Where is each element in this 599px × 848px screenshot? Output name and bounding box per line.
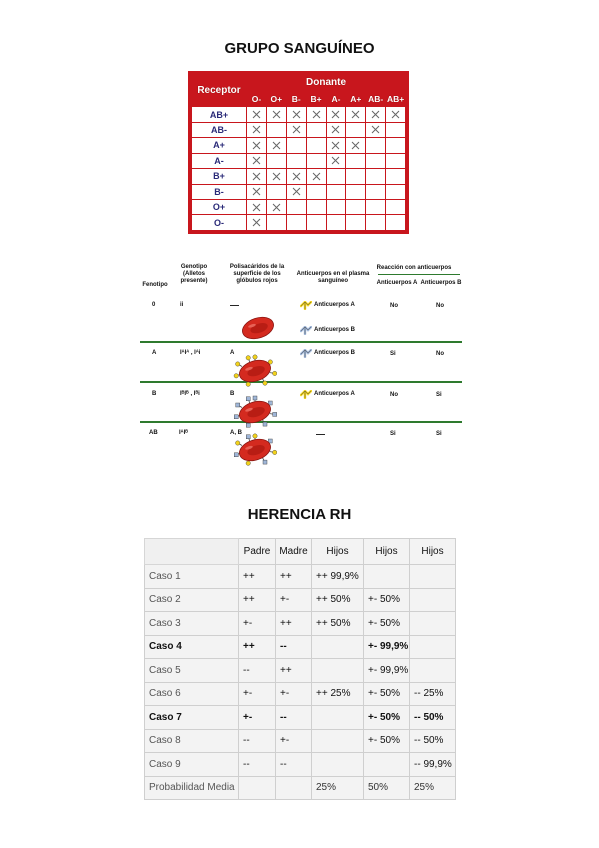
- red-blood-cell-icon: [236, 310, 280, 346]
- genotipo-value: IᴬIᴬ , Iᴬi: [180, 350, 201, 356]
- compat-row: [192, 122, 406, 137]
- rh-cell: +- 99,9%: [364, 635, 410, 659]
- rh-cell: [312, 659, 364, 683]
- rh-cell: ++: [239, 588, 276, 612]
- rh-cell: +- 50%: [364, 588, 410, 612]
- compat-cell: [247, 215, 267, 231]
- compat-row: [192, 153, 406, 168]
- antibody-label: Anticuerpos A: [314, 302, 355, 308]
- rh-cell: +- 99,9%: [364, 659, 410, 683]
- rh-cell: [312, 706, 364, 730]
- compat-cell: [346, 138, 366, 153]
- donante-header: Donante: [247, 75, 406, 92]
- x-icon: [351, 141, 360, 150]
- rh-cell: ++: [239, 635, 276, 659]
- compat-cell: [286, 122, 306, 137]
- rh-cell: --: [239, 729, 276, 753]
- antibody-label: Anticuerpos B: [314, 327, 356, 333]
- compat-row: [192, 138, 406, 153]
- rh-cell: -- 99,9%: [410, 753, 456, 777]
- compat-cell: [286, 215, 306, 231]
- x-icon: [351, 110, 360, 119]
- receptor-type: O+: [192, 200, 247, 215]
- compat-cell: [326, 153, 346, 168]
- compat-cell: [326, 184, 346, 199]
- rh-case-label: Caso 4: [145, 635, 239, 659]
- rh-cell: -- 25%: [410, 682, 456, 706]
- x-icon: [312, 172, 321, 181]
- rh-case-label: Caso 3: [145, 612, 239, 636]
- reaction-b: No: [436, 303, 444, 309]
- rh-cell: [276, 776, 312, 800]
- reaction-b: Si: [436, 431, 442, 437]
- rh-row: [145, 635, 456, 659]
- reaction-b: No: [436, 351, 444, 357]
- rh-cell: 25%: [410, 776, 456, 800]
- compat-cell: [286, 169, 306, 184]
- x-icon: [331, 156, 340, 165]
- compat-cell: [366, 153, 386, 168]
- rh-row: [145, 659, 456, 683]
- rh-cell: --: [276, 706, 312, 730]
- compat-cell: [286, 107, 306, 122]
- header-reaccion: Reacción con anticuerpos: [376, 265, 452, 271]
- fenotipo-value: 0: [152, 302, 156, 308]
- compat-cell: [366, 107, 386, 122]
- header-underline: [378, 274, 460, 275]
- compat-cell: [346, 169, 366, 184]
- x-icon: [272, 110, 281, 119]
- row-separator: [140, 421, 462, 423]
- compat-cell: [266, 138, 286, 153]
- rh-cell: +-: [239, 706, 276, 730]
- genotipo-value: IᴮIᴮ , Iᴮi: [180, 391, 200, 397]
- reaction-b: Si: [436, 392, 442, 398]
- x-icon: [252, 110, 261, 119]
- antibody-label: —: [316, 429, 325, 439]
- donor-type-header: B-: [286, 91, 306, 106]
- compat-row: [192, 200, 406, 215]
- rh-cell: +- 50%: [364, 729, 410, 753]
- compat-cell: [306, 138, 326, 153]
- x-icon: [252, 203, 261, 212]
- rh-cell: [312, 635, 364, 659]
- header-anti-b: Anticuerpos B: [420, 280, 462, 286]
- x-icon: [252, 172, 261, 181]
- rh-inheritance-table: [144, 538, 456, 800]
- header-polisacaridos: Polisacáridos de la superficie de los glóbulos rojos: [229, 264, 285, 284]
- antibody-b-icon: [300, 326, 312, 335]
- compat-cell: [386, 184, 406, 199]
- reaction-a: No: [390, 303, 398, 309]
- compat-cell: [306, 169, 326, 184]
- compat-cell: [346, 184, 366, 199]
- rh-header-blank: [145, 539, 239, 565]
- compat-cell: [326, 200, 346, 215]
- rh-cell: [410, 635, 456, 659]
- compat-cell: [386, 122, 406, 137]
- header-genotipo: Genotipo (Alletos presente): [180, 264, 208, 284]
- compat-cell: [306, 153, 326, 168]
- rh-row: [145, 753, 456, 777]
- red-blood-cell-icon: [233, 353, 277, 389]
- genotipo-value: ii: [180, 302, 184, 308]
- antibody-a-icon: [300, 390, 312, 399]
- compatibility-table: [188, 71, 409, 234]
- compat-cell: [326, 138, 346, 153]
- rh-column-header: Hijos: [312, 539, 364, 565]
- row-separator: [140, 381, 462, 383]
- compat-cell: [306, 215, 326, 231]
- rh-case-label: Caso 1: [145, 565, 239, 589]
- compat-cell: [266, 107, 286, 122]
- x-icon: [371, 125, 380, 134]
- rh-case-label: Caso 7: [145, 706, 239, 730]
- rh-cell: [364, 565, 410, 589]
- receptor-type: B+: [192, 169, 247, 184]
- compat-cell: [266, 122, 286, 137]
- x-icon: [371, 110, 380, 119]
- compat-cell: [386, 153, 406, 168]
- rh-cell: ++ 50%: [312, 612, 364, 636]
- compat-cell: [326, 107, 346, 122]
- x-icon: [252, 125, 261, 134]
- compat-cell: [386, 200, 406, 215]
- rh-case-label: Caso 2: [145, 588, 239, 612]
- rh-case-label: Probabilidad Media: [145, 776, 239, 800]
- compat-cell: [386, 169, 406, 184]
- receptor-type: A-: [192, 153, 247, 168]
- rh-cell: [239, 776, 276, 800]
- antibody-label: Anticuerpos B: [314, 350, 356, 356]
- rh-case-label: Caso 6: [145, 682, 239, 706]
- compat-cell: [286, 153, 306, 168]
- rh-case-label: Caso 8: [145, 729, 239, 753]
- rh-inheritance-title: HERENCIA RH: [247, 506, 352, 523]
- x-icon: [391, 110, 400, 119]
- x-icon: [292, 110, 301, 119]
- rh-cell: -- 50%: [410, 706, 456, 730]
- receptor-type: B-: [192, 184, 247, 199]
- compat-cell: [346, 122, 366, 137]
- rh-cell: 50%: [364, 776, 410, 800]
- compat-cell: [247, 169, 267, 184]
- rh-cell: ++: [239, 565, 276, 589]
- rh-cell: ++ 99,9%: [312, 565, 364, 589]
- rh-row: [145, 565, 456, 589]
- rh-cell: +-: [239, 682, 276, 706]
- header-fenotipo: Fenotipo: [142, 282, 168, 288]
- rh-row: [145, 612, 456, 636]
- x-icon: [252, 218, 261, 227]
- compat-cell: [366, 200, 386, 215]
- compat-cell: [306, 184, 326, 199]
- antibody-label: Anticuerpos A: [314, 391, 355, 397]
- rh-cell: ++: [276, 612, 312, 636]
- x-icon: [252, 141, 261, 150]
- compat-cell: [366, 184, 386, 199]
- donor-type-header: O-: [247, 91, 267, 106]
- x-icon: [252, 187, 261, 196]
- x-icon: [331, 125, 340, 134]
- compat-cell: [247, 138, 267, 153]
- compat-cell: [326, 169, 346, 184]
- rh-cell: +- 50%: [364, 706, 410, 730]
- compat-cell: [286, 200, 306, 215]
- compat-cell: [346, 153, 366, 168]
- rh-cell: [410, 565, 456, 589]
- x-icon: [292, 187, 301, 196]
- compat-cell: [266, 184, 286, 199]
- compat-row: [192, 215, 406, 231]
- donor-type-header: A+: [346, 91, 366, 106]
- header-anticuerpos: Anticuerpos en el plasma sanguíneo: [296, 271, 370, 284]
- compat-cell: [366, 169, 386, 184]
- rh-cell: +-: [276, 588, 312, 612]
- compat-cell: [366, 215, 386, 231]
- rh-cell: 25%: [312, 776, 364, 800]
- rh-cell: [312, 753, 364, 777]
- antibody-a-icon: [300, 301, 312, 310]
- donor-type-header: AB-: [366, 91, 386, 106]
- compat-cell: [326, 215, 346, 231]
- rh-cell: --: [239, 753, 276, 777]
- receptor-type: A+: [192, 138, 247, 153]
- rh-row: [145, 706, 456, 730]
- reaction-a: No: [390, 392, 398, 398]
- rh-cell: +-: [276, 729, 312, 753]
- donor-type-header: A-: [326, 91, 346, 106]
- polisacarido-value: B: [230, 391, 235, 397]
- compat-cell: [386, 138, 406, 153]
- compat-cell: [386, 215, 406, 231]
- rh-cell: ++ 50%: [312, 588, 364, 612]
- compat-cell: [386, 107, 406, 122]
- blood-types-diagram: [140, 264, 462, 452]
- x-icon: [272, 141, 281, 150]
- compat-cell: [266, 200, 286, 215]
- fenotipo-value: B: [152, 391, 157, 397]
- rh-column-header: Madre: [276, 539, 312, 565]
- x-icon: [312, 110, 321, 119]
- fenotipo-value: A: [152, 350, 157, 356]
- rh-cell: +-: [239, 612, 276, 636]
- blood-group-title: GRUPO SANGUÍNEO: [224, 40, 375, 57]
- polisacarido-value: A, B: [230, 430, 242, 436]
- compat-cell: [306, 200, 326, 215]
- donor-type-header: AB+: [386, 91, 406, 106]
- rh-row: [145, 682, 456, 706]
- compat-cell: [266, 153, 286, 168]
- rh-cell: [312, 729, 364, 753]
- x-icon: [272, 172, 281, 181]
- header-anti-a: Anticuerpos A: [376, 280, 418, 286]
- rh-cell: [364, 753, 410, 777]
- compat-cell: [306, 122, 326, 137]
- rh-cell: +- 50%: [364, 682, 410, 706]
- rh-cell: ++: [276, 565, 312, 589]
- rh-column-header: Padre: [239, 539, 276, 565]
- rh-row: [145, 776, 456, 800]
- compat-cell: [366, 122, 386, 137]
- rh-cell: ++: [276, 659, 312, 683]
- compat-cell: [346, 215, 366, 231]
- reaction-a: Si: [390, 431, 396, 437]
- rh-case-label: Caso 9: [145, 753, 239, 777]
- rh-column-header: Hijos: [364, 539, 410, 565]
- x-icon: [252, 156, 261, 165]
- compat-cell: [247, 122, 267, 137]
- rh-row: [145, 729, 456, 753]
- compat-cell: [247, 153, 267, 168]
- donor-type-header: O+: [266, 91, 286, 106]
- row-separator: [140, 341, 462, 343]
- rh-cell: --: [239, 659, 276, 683]
- x-icon: [292, 172, 301, 181]
- compat-row: [192, 169, 406, 184]
- rh-column-header: Hijos: [410, 539, 456, 565]
- donor-type-header: B+: [306, 91, 326, 106]
- compat-cell: [286, 184, 306, 199]
- compat-cell: [326, 122, 346, 137]
- compat-cell: [247, 200, 267, 215]
- compat-row: [192, 184, 406, 199]
- polisacarido-value: —: [230, 300, 239, 310]
- compat-cell: [306, 107, 326, 122]
- rh-cell: ++ 25%: [312, 682, 364, 706]
- rh-cell: [410, 588, 456, 612]
- compat-cell: [266, 169, 286, 184]
- rh-cell: +- 50%: [364, 612, 410, 636]
- x-icon: [331, 141, 340, 150]
- x-icon: [331, 110, 340, 119]
- polisacarido-value: A: [230, 350, 235, 356]
- antibody-b-icon: [300, 349, 312, 358]
- compat-cell: [247, 107, 267, 122]
- rh-cell: [410, 659, 456, 683]
- receptor-header: Receptor: [192, 75, 247, 107]
- compat-row: [192, 107, 406, 122]
- compat-cell: [266, 215, 286, 231]
- x-icon: [272, 203, 281, 212]
- receptor-type: AB+: [192, 107, 247, 122]
- fenotipo-value: AB: [149, 430, 158, 436]
- rh-cell: --: [276, 635, 312, 659]
- red-blood-cell-icon: [233, 394, 277, 430]
- compat-cell: [346, 200, 366, 215]
- rh-cell: -- 50%: [410, 729, 456, 753]
- compat-cell: [247, 184, 267, 199]
- rh-cell: +-: [276, 682, 312, 706]
- rh-row: [145, 588, 456, 612]
- reaction-a: Si: [390, 351, 396, 357]
- compat-cell: [286, 138, 306, 153]
- compat-cell: [366, 138, 386, 153]
- receptor-type: AB-: [192, 122, 247, 137]
- compat-cell: [346, 107, 366, 122]
- rh-cell: --: [276, 753, 312, 777]
- genotipo-value: IᴬIᴮ: [179, 430, 188, 436]
- rh-case-label: Caso 5: [145, 659, 239, 683]
- rh-cell: [410, 612, 456, 636]
- red-blood-cell-icon: [233, 432, 277, 468]
- x-icon: [292, 125, 301, 134]
- receptor-type: O-: [192, 215, 247, 231]
